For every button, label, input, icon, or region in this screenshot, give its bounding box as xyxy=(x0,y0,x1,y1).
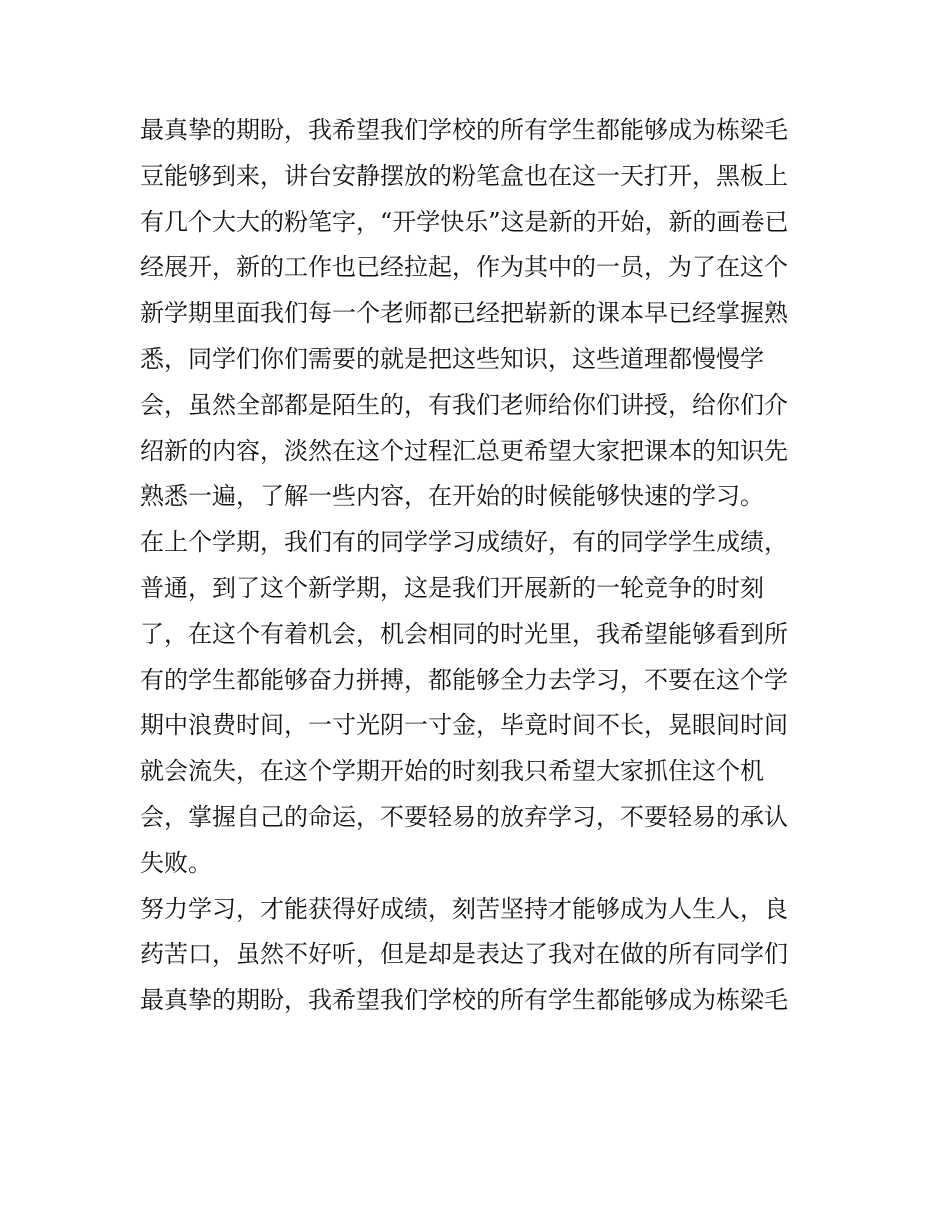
body-text xyxy=(140,108,820,1024)
text-line: 会，掌握自己的命运，不要轻易的放弃学习，不要轻易的承认 xyxy=(140,802,788,831)
text-line: 在上个学期，我们有的同学学习成绩好，有的同学学生成绩， xyxy=(140,528,788,557)
text-line: 豆能够到来，讲台安静摆放的粉笔盒也在这一天打开，黑板上 xyxy=(140,161,788,190)
text-line: 了，在这个有着机会，机会相同的时光里，我希望能够看到所 xyxy=(140,619,788,648)
text-line: 经展开，新的工作也已经拉起，作为其中的一员，为了在这个 xyxy=(140,253,788,282)
text-line: 努力学习，才能获得好成绩，刻苦坚持才能够成为人生人，良 xyxy=(140,894,788,923)
text-line: 悉，同学们你们需要的就是把这些知识，这些道理都慢慢学 xyxy=(140,344,764,373)
text-line: 会，虽然全部都是陌生的，有我们老师给你们讲授，给你们介 xyxy=(140,390,788,419)
text-line: 熟悉一遍，了解一些内容，在开始的时候能够快速的学习。 xyxy=(140,482,764,511)
text-line: 失败。 xyxy=(140,848,212,877)
text-line: 有几个大大的粉笔字，“开学快乐”这是新的开始，新的画卷已 xyxy=(140,207,789,236)
text-line: 期中浪费时间，一寸光阴一寸金，毕竟时间不长，晃眼间时间 xyxy=(140,711,788,740)
text-line: 绍新的内容，淡然在这个过程汇总更希望大家把课本的知识先 xyxy=(140,436,788,465)
text-line: 就会流失，在这个学期开始的时刻我只希望大家抓住这个机 xyxy=(140,757,764,786)
text-line: 新学期里面我们每一个老师都已经把崭新的课本早已经掌握熟 xyxy=(140,299,788,328)
text-line: 药苦口，虽然不好听，但是却是表达了我对在做的所有同学们 xyxy=(140,940,788,969)
text-line: 最真挚的期盼，我希望我们学校的所有学生都能够成为栋梁毛 xyxy=(140,986,788,1015)
text-line: 普通，到了这个新学期，这是我们开展新的一轮竞争的时刻 xyxy=(140,573,764,602)
text-line: 有的学生都能够奋力拼搏，都能够全力去学习，不要在这个学 xyxy=(140,665,788,694)
text-line: 最真挚的期盼，我希望我们学校的所有学生都能够成为栋梁毛 xyxy=(140,116,788,144)
